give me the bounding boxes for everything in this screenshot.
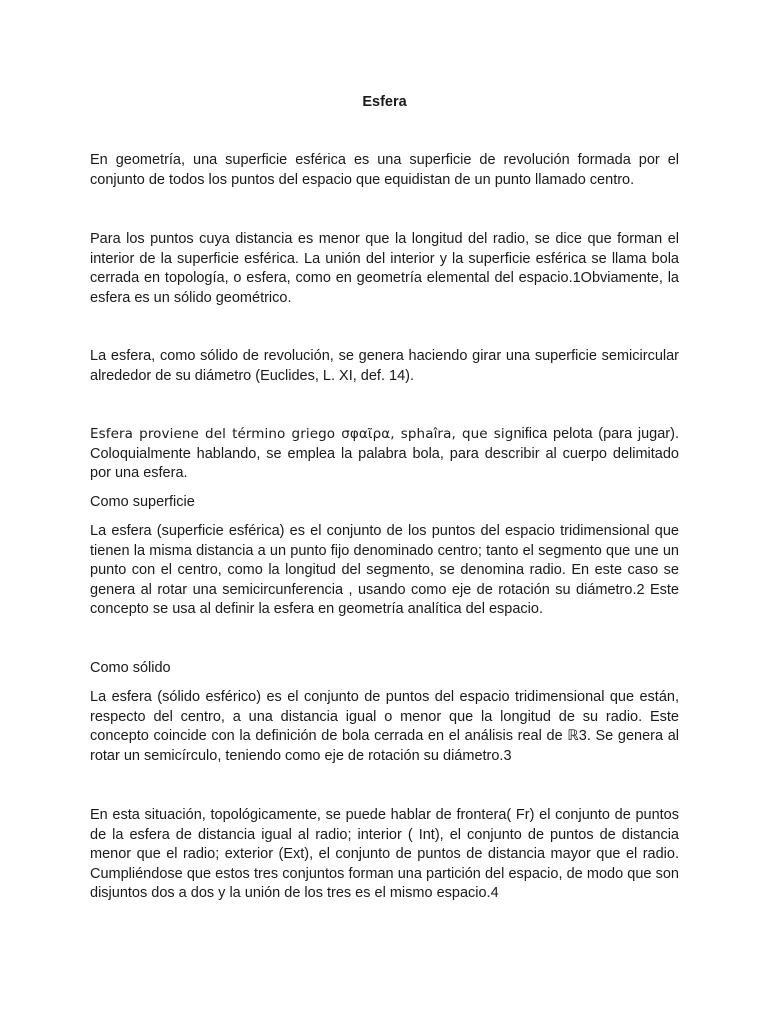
- paragraph-revolution: La esfera, como sólido de revolución, se genera haciendo girar una superficie semicircular alrededor de su diámetro (Euclides, L. XI, def. 14).: [90, 348, 679, 384]
- paragraph-interior: Para los puntos cuya distancia es menor que la longitud del radio, se dice que forman el interior de la superficie esférica. La unión del interior y la superficie esférica se llama bola cerrada en topología, o esfera, como en geometría elemental del espacio.1Obviamente, la esfera es un sólido geométrico.: [90, 231, 679, 306]
- etymology-greek-text: Esfera proviene del término griego σφαῖρα, sphaîra, que sig: [90, 426, 514, 442]
- heading-como-solido: Como sólido: [90, 660, 171, 676]
- document-page: [90, 0, 679, 1024]
- paragraph-topologia: En esta situación, topológicamente, se puede hablar de frontera( Fr) el conjunto de puntos de la esfera de distancia igual al radio; interior ( Int), el conjunto de puntos de distancia menor que el radio; exterior (Ext), el conjunto de puntos de distancia mayor que el radio. Cumpliéndose que estos tres conjuntos forman una partición del espacio, de modo que son disjuntos dos a dos y la unión de los tres es el mismo espacio.4: [90, 807, 679, 901]
- paragraph-superficie: La esfera (superficie esférica) es el conjunto de los puntos del espacio tridimensional que tienen la misma distancia a un punto fijo denominado centro; tanto el segmento que une un punto con el centro, como la longitud del segmento, se denomina radio. En este caso se genera al rotar una semicircunferencia , usando como eje de rotación su diámetro.2 Este concepto se usa al definir la esfera en geometría analítica del espacio.: [90, 523, 679, 617]
- paragraph-etymology: [90, 425, 679, 484]
- paragraph-definition: En geometría, una superficie esférica es una superficie de revolución formada por el conjunto de todos los puntos del espacio que equidistan de un punto llamado centro.: [90, 152, 679, 188]
- etymology-text: nifica pelota (para jugar). Coloquialmente hablando, se emplea la palabra bola, para describir al cuerpo delimitado por una esfera.: [90, 426, 679, 481]
- document-title: Esfera: [362, 94, 407, 110]
- paragraph-solido: La esfera (sólido esférico) es el conjunto de puntos del espacio tridimensional que están, respecto del centro, a una distancia igual o menor que la longitud de su radio. Este concepto coincide con la definición de bola cerrada en el análisis real de ℝ3. Se genera al rotar un semicírculo, teniendo como eje de rotación su diámetro.3: [90, 689, 679, 764]
- heading-como-superficie: Como superficie: [90, 494, 195, 510]
